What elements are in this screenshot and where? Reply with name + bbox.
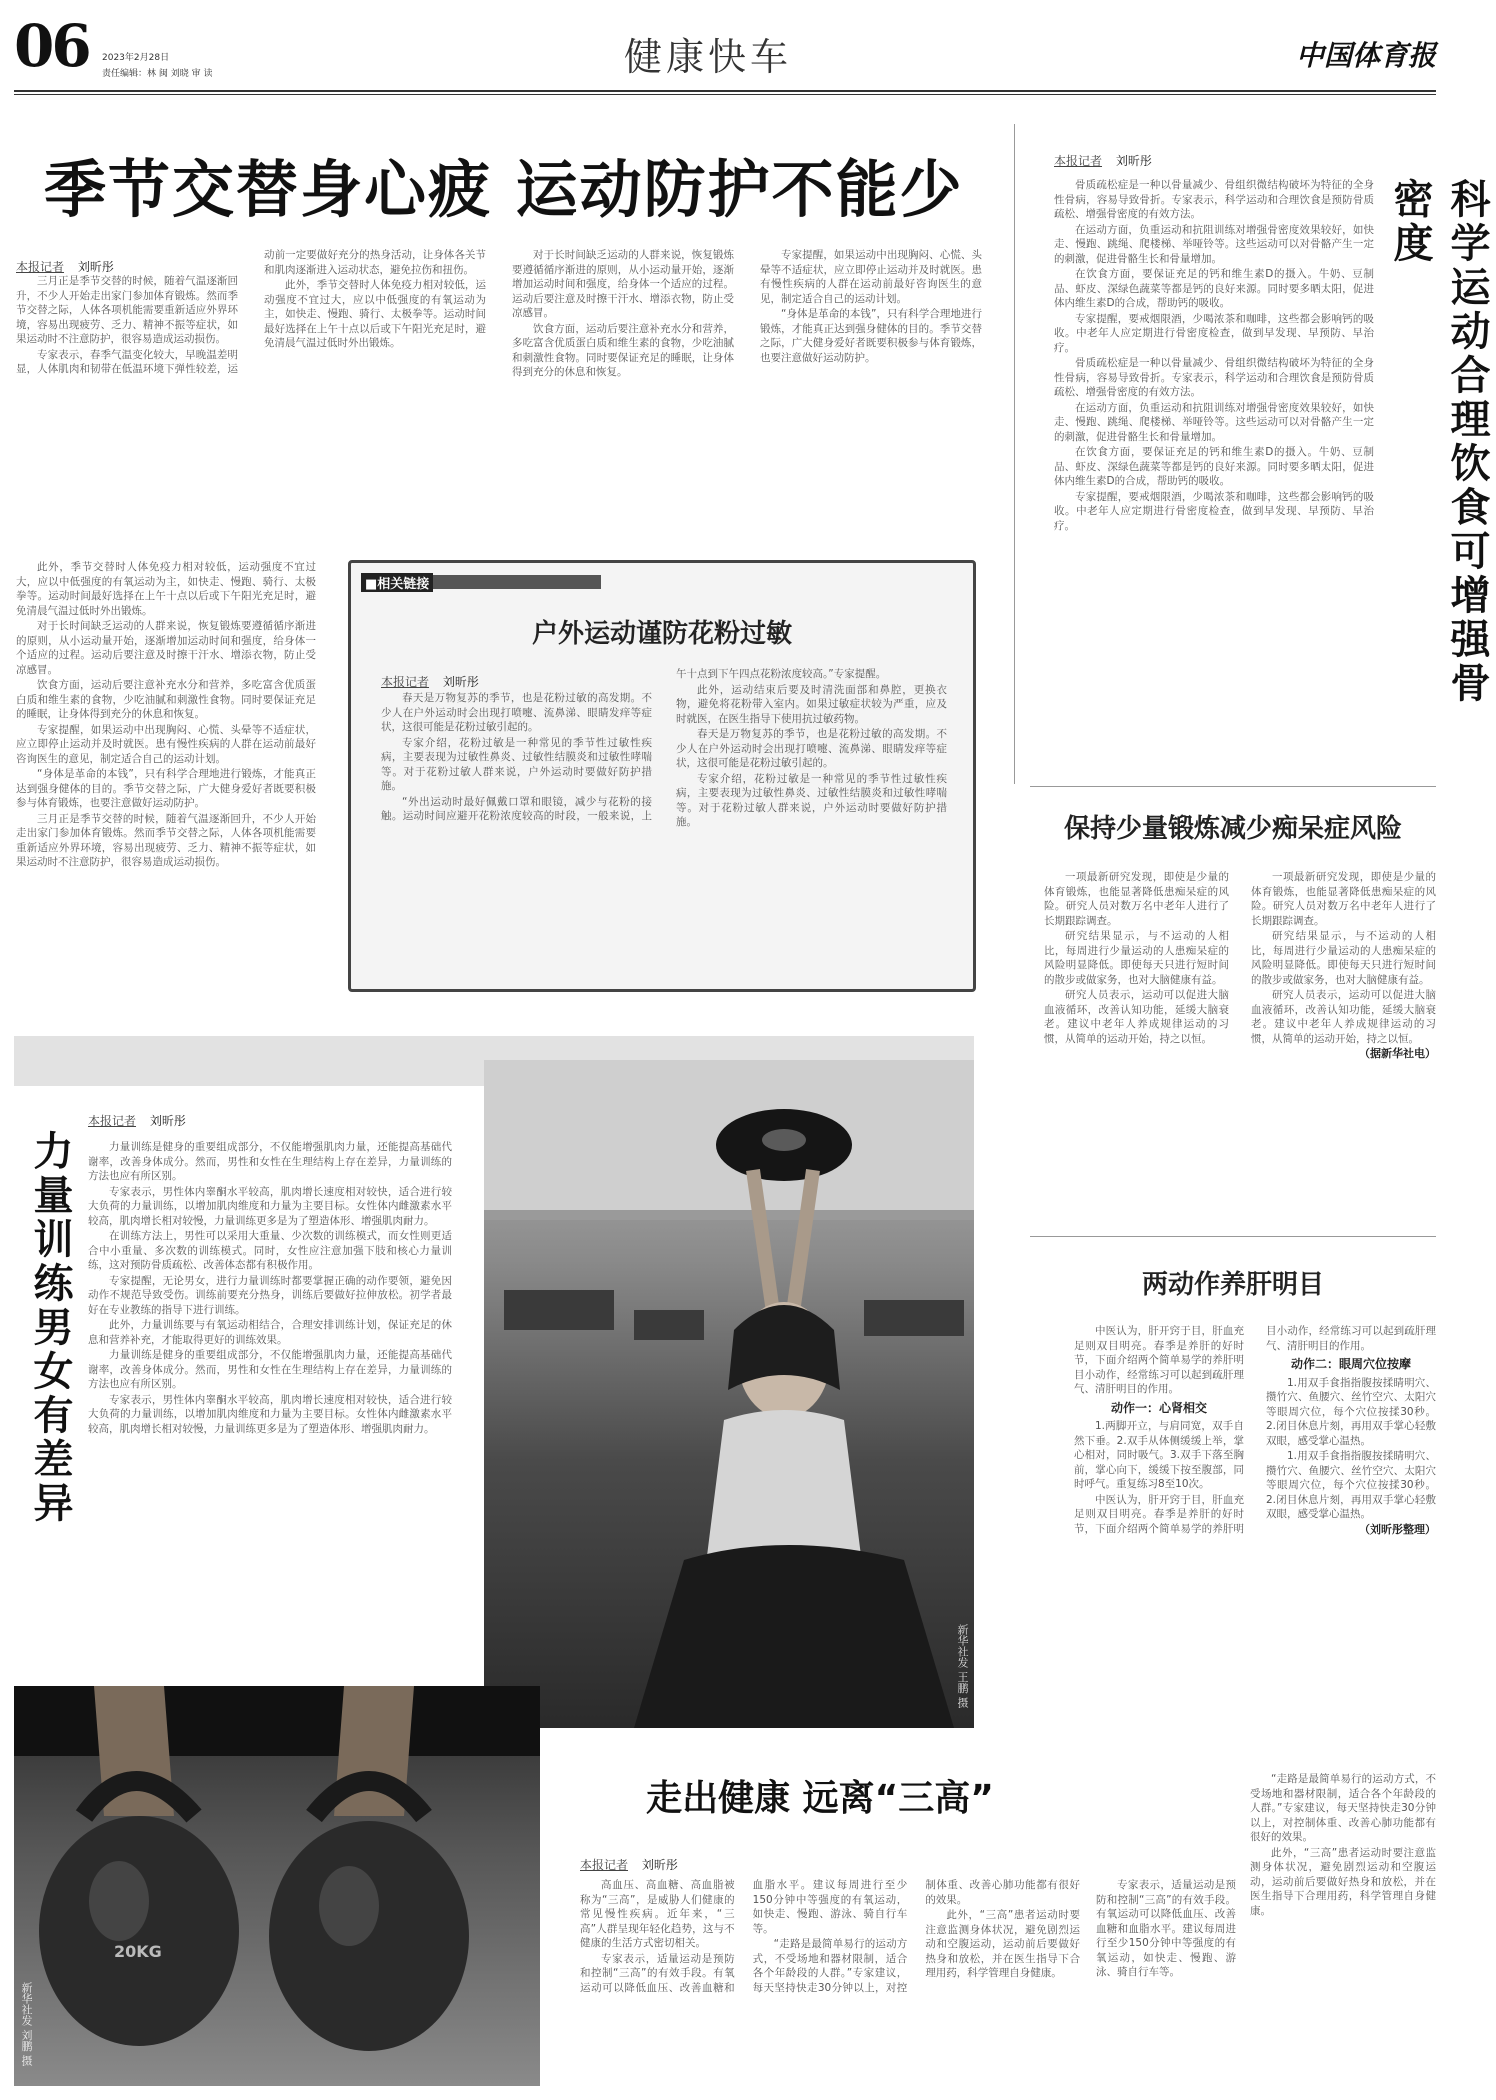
bone-paragraph: 在饮食方面，要保证充足的钙和维生素D的摄入。牛奶、豆制品、虾皮、深绿色蔬菜等都是钙的良好来源。同时要多晒太阳，促进体内维生素D的合成，帮助钙的吸收。 [1054, 268, 1374, 309]
dementia-paragraph: 研究结果显示，与不运动的人相比，每周进行少量运动的人患痴呆症的风险明显降低。即使每天只进行短时间的散步或做家务，也对大脑健康有益。 [1044, 930, 1229, 986]
lead-paragraph: 对于长时间缺乏运动的人群来说，恢复锻炼要遵循循序渐进的原则，从小运动量开始，逐渐增加运动时间和强度，给身体一个适应的过程。运动后要注意及时擦干汗水、增添衣物，防止受凉感冒。 [16, 620, 316, 676]
three-highs-paragraph: “走路是最简单易行的运动方式，不受场地和器材限制，适合各个年龄段的人群。”专家建议，每天坚持快走30分钟以上，对控制体重、改善心肺功能都有很好的效果。 [752, 1879, 1080, 1994]
byline-label: 本报记者 [381, 675, 430, 689]
three-highs-body-mid [1096, 1878, 1236, 2078]
lead-paragraph: 此外，季节交替时人体免疫力相对较低，运动强度不宜过大，应以中低强度的有氧运动为主，如快走、慢跑、骑行、太极拳等。运动时间最好选择在上午十点以后或下午阳光充足时，避免清晨气温过低时外出锻炼。 [264, 279, 486, 349]
three-highs-body [580, 1878, 1080, 2078]
lead-paragraph: 专家表示，春季气温变化较大，早晚温差明显，人体肌肉和韧带在低温环境下弹性较差，运动前一定要做好充分的热身活动，让身体各关节和肌肉逐渐进入运动状态，避免拉伤和扭伤。 [16, 249, 486, 375]
three-highs-paragraph: 专家表示，适量运动是预防和控制“三高”的有效手段。有氧运动可以降低血压、改善血糖和血脂水平。建议每周进行至少150分钟中等强度的有氧运动，如快走、慢跑、游泳、骑自行车等。 [580, 1879, 908, 1994]
liver-action1-text: 1.两脚开立，与肩同宽，双手自然下垂。2.双手从体侧缓缓上举，掌心相对，同时吸气。3.双手下落至胸前，掌心向下，缓缓下按至腹部，同时呼气。重复练习8至10次。 [1074, 1420, 1244, 1490]
masthead-rule-thin [14, 94, 1436, 95]
strength-byline [88, 1112, 186, 1129]
strength-paragraph: 专家提醒，无论男女，进行力量训练时都要掌握正确的动作要领，避免因动作不规范导致受伤。训练前要充分热身，训练后要做好拉伸放松。初学者最好在专业教练的指导下进行训练。 [88, 1274, 452, 1316]
bone-paragraph: 骨质疏松症是一种以骨量减少、骨组织微结构破坏为特征的全身性骨病，容易导致骨折。专家表示，科学运动和合理饮食是预防骨质疏松、增强骨密度的有效方法。 [1054, 179, 1374, 220]
strength-body [88, 1140, 452, 1670]
lead-paragraph: 饮食方面，运动后要注意补充水分和营养，多吃富含优质蛋白质和维生素的食物，少吃油腻和刺激性食物。同时要保证充足的睡眠，让身体得到充分的休息和恢复。 [16, 679, 316, 720]
lead-body-continued [16, 560, 316, 996]
lead-paragraph: “身体是革命的本钱”，只有科学合理地进行锻炼，才能真正达到强身健体的目的。季节交替之际，广大健身爱好者既要积极参与体育锻炼，也要注意做好运动防护。 [16, 768, 316, 809]
byline-name: 刘昕彤 [442, 675, 479, 689]
liver-rule [1030, 1236, 1436, 1237]
gym-photo [484, 1060, 974, 1728]
three-highs-title: 走出健康 远离“三高” [646, 1778, 994, 1819]
byline-label: 本报记者 [88, 1114, 137, 1128]
three-highs-paragraph: 高血压、高血糖、高血脂被称为“三高”，是威胁人们健康的常见慢性疾病。近年来，“三高”人群呈现年轻化趋势，这与不健康的生活方式密切相关。 [580, 1879, 735, 1949]
sidebar-paragraph: 春天是万物复苏的季节，也是花粉过敏的高发期。不少人在户外运动时会出现打喷嚏、流鼻涕、眼睛发痒等症状，这很可能是花粉过敏引起的。 [381, 692, 652, 733]
liver-intro: 中医认为，肝开窍于目，肝血充足则双目明亮。春季是养肝的好时节，下面介绍两个简单易学的养肝明目小动作，经常练习可以起到疏肝理气、清肝明目的作用。 [1074, 1325, 1244, 1395]
kettlebell-label: 20KG [114, 1942, 162, 1961]
strength-paragraph: 在训练方法上，男性可以采用大重量、少次数的训练模式，而女性则更适合中小重量、多次数的训练模式。同时，女性应注意加强下肢和核心力量训练，这对预防骨质疏松、改善体态都有积极作用。 [88, 1230, 452, 1271]
liver-action2-text: 1.用双手食指指腹按揉睛明穴、攒竹穴、鱼腰穴、丝竹空穴、太阳穴等眼周穴位，每个穴位按揉30秒。2.闭目休息片刻，再用双手掌心轻敷双眼，感受掌心温热。 [1266, 1376, 1436, 1447]
gym-photo-art [484, 1060, 974, 1728]
byline-spacer [381, 667, 652, 691]
three-highs-paragraph: 专家表示，适量运动是预防和控制“三高”的有效手段。有氧运动可以降低血压、改善血糖和血脂水平。建议每周进行至少150分钟中等强度的有氧运动，如快走、慢跑、游泳、骑自行车等。 [1096, 1879, 1236, 1978]
sidebar-paragraph: 春天是万物复苏的季节，也是花粉过敏的高发期。不少人在户外运动时会出现打喷嚏、流鼻涕、眼睛发痒等症状，这很可能是花粉过敏引起的。 [676, 728, 947, 769]
dementia-title: 保持少量锻炼减少痴呆症风险 [1063, 814, 1402, 844]
bone-byline [1054, 152, 1152, 169]
byline-name: 刘昕彤 [1115, 154, 1152, 168]
sidebar-paragraph: 专家介绍，花粉过敏是一种常见的季节性过敏性疾病，主要表现为过敏性鼻炎、过敏性结膜炎和过敏性哮喘等。对于花粉过敏人群来说，户外运动时要做好防护措施。 [381, 736, 652, 792]
lead-paragraph: “身体是革命的本钱”，只有科学合理地进行锻炼，才能真正达到强身健体的目的。季节交替之际，广大健身爱好者既要积极参与体育锻炼，也要注意做好运动防护。 [760, 308, 982, 364]
dementia-source: （据新华社电） [1359, 1047, 1436, 1060]
byline-label: 本报记者 [1054, 154, 1103, 168]
bone-paragraph: 在运动方面，负重运动和抗阻训练对增强骨密度效果较好，如快走、慢跑、跳绳、爬楼梯、举哑铃等。这些运动可以对骨骼产生一定的刺激，促进骨骼生长和骨量增加。 [1054, 223, 1374, 265]
page-number: 06 [14, 12, 89, 80]
bone-paragraph: 专家提醒，要戒烟限酒，少喝浓茶和咖啡，这些都会影响钙的吸收。中老年人应定期进行骨密度检查，做到早发现、早预防、早治疗。 [1054, 312, 1374, 354]
dementia-paragraph: 一项最新研究发现，即使是少量的体育锻炼，也能显著降低患痴呆症的风险。研究人员对数万名中老年人进行了长期跟踪调查。 [1044, 871, 1229, 927]
dementia-paragraph: 研究人员表示，运动可以促进大脑血液循环，改善认知功能，延缓大脑衰老。建议中老年人养成规律运动的习惯，从简单的运动开始，持之以恒。 [1044, 989, 1229, 1045]
sidebar-tag [361, 573, 433, 592]
paper-name: 中国体育报 [1295, 39, 1436, 72]
lead-paragraph: 专家提醒，如果运动中出现胸闷、心慌、头晕等不适症状，应立即停止运动并及时就医。患有慢性疾病的人群在运动前最好咨询医生的意见，制定适合自己的运动计划。 [760, 249, 982, 305]
strength-title: 力量训练男女有差异 [27, 1130, 74, 1526]
strength-paragraph: 此外，力量训练要与有氧运动相结合，合理安排训练计划，保证充足的休息和营养补充，才能取得更好的训练效果。 [88, 1319, 452, 1346]
dementia-paragraph: 研究结果显示，与不运动的人相比，每周进行少量运动的人患痴呆症的风险明显降低。即使每天只进行短时间的散步或做家务，也对大脑健康有益。 [1251, 930, 1436, 986]
liver-body [1074, 1324, 1436, 1744]
bone-paragraph: 在运动方面，负重运动和抗阻训练对增强骨密度效果较好，如快走、慢跑、跳绳、爬楼梯、举哑铃等。这些运动可以对骨骼产生一定的刺激，促进骨骼生长和骨量增加。 [1054, 401, 1374, 443]
bone-paragraph: 骨质疏松症是一种以骨量减少、骨组织微结构破坏为特征的全身性骨病，容易导致骨折。专家表示，科学运动和合理饮食是预防骨质疏松、增强骨密度的有效方法。 [1054, 357, 1374, 398]
strength-paragraph: 专家表示，男性体内睾酮水平较高，肌肉增长速度相对较快，适合进行较大负荷的力量训练，以增加肌肉维度和力量为主要目标。女性体内雌激素水平较高，肌肉增长相对较慢，力量训练更多是为了塑造体形、增强肌肉耐力。 [88, 1393, 452, 1435]
liver-action1-heading: 动作一：心肾相交 [1110, 1400, 1207, 1415]
strength-paragraph: 专家表示，男性体内睾酮水平较高，肌肉增长速度相对较快，适合进行较大负荷的力量训练，以增加肌肉维度和力量为主要目标。女性体内雌激素水平较高，肌肉增长相对较慢，力量训练更多是为了塑造体形、增强肌肉耐力。 [88, 1185, 452, 1227]
liver-action2-text: 1.用双手食指指腹按揉睛明穴、攒竹穴、鱼腰穴、丝竹空穴、太阳穴等眼周穴位，每个穴位按揉30秒。2.闭目休息片刻，再用双手掌心轻敷双眼，感受掌心温热。 [1266, 1450, 1436, 1520]
dementia-paragraph: 一项最新研究发现，即使是少量的体育锻炼，也能显著降低患痴呆症的风险。研究人员对数万名中老年人进行了长期跟踪调查。 [1251, 871, 1436, 927]
three-highs-paragraph: 此外，“三高”患者运动时要注意监测身体状况，避免剧烈运动和空腹运动，运动前后要做好热身和放松，并在医生指导下合理用药，科学管理自身健康。 [1250, 1846, 1436, 1917]
column-divider [1014, 124, 1015, 784]
byline-name: 刘昕彤 [77, 260, 114, 274]
gym-photo-credit: 新华社发 王鹏 摄 [956, 1624, 969, 1708]
byline-label: 本报记者 [580, 1858, 629, 1872]
dementia-rule [1030, 786, 1436, 787]
lead-paragraph: 专家提醒，如果运动中出现胸闷、心慌、头晕等不适症状，应立即停止运动并及时就医。患有慢性疾病的人群在运动前最好咨询医生的意见，制定适合自己的运动计划。 [16, 723, 316, 765]
sidebar-paragraph: 专家介绍，花粉过敏是一种常见的季节性过敏性疾病，主要表现为过敏性鼻炎、过敏性结膜炎和过敏性哮喘等。对于花粉过敏人群来说，户外运动时要做好防护措施。 [676, 772, 947, 828]
strength-paragraph: 力量训练是健身的重要组成部分，不仅能增强肌肉力量，还能提高基础代谢率，改善身体成分。然而，男性和女性在生理结构上存在差异，力量训练的方法也应有所区别。 [88, 1141, 452, 1182]
three-highs-byline [580, 1856, 678, 1873]
byline-name: 刘昕彤 [641, 1858, 678, 1872]
sidebar-tag-text: 相关链接 [377, 577, 430, 592]
liver-source: （刘昕彤整理） [1359, 1522, 1436, 1536]
sidebar-paragraph: “外出运动时最好佩戴口罩和眼镜，减少与花粉的接触。运动时间应避开花粉浓度较高的时段，一般来说，上午十点到下午四点花粉浓度较高。”专家提醒。 [381, 668, 887, 822]
lead-paragraph: 对于长时间缺乏运动的人群来说，恢复锻炼要遵循循序渐进的原则，从小运动量开始，逐渐增加运动时间和强度，给身体一个适应的过程。运动后要注意及时擦干汗水、增添衣物，防止受凉感冒。 [512, 249, 734, 319]
kettlebell-photo-art [14, 1686, 540, 2086]
section-title: 健康快车 [624, 35, 793, 79]
bone-title: 科学运动合理饮食可增强骨密度 [1387, 178, 1491, 706]
bone-paragraph: 在饮食方面，要保证充足的钙和维生素D的摄入。牛奶、豆制品、虾皮、深绿色蔬菜等都是钙的良好来源。同时要多晒太阳，促进体内维生素D的合成，帮助钙的吸收。 [1054, 446, 1374, 487]
masthead [14, 12, 1436, 90]
dementia-paragraph: 研究人员表示，运动可以促进大脑血液循环，改善认知功能，延缓大脑衰老。建议中老年人养成规律运动的习惯，从简单的运动开始，持之以恒。 [1251, 989, 1436, 1045]
sidebar-body [381, 667, 947, 977]
lead-headline: 季节交替身心疲 运动防护不能少 [44, 153, 964, 226]
lead-paragraph: 三月正是季节交替的时候，随着气温逐渐回升，不少人开始走出家门参加体育锻炼。然而季节交替之际，人体各项机能需要重新适应外界环境，容易出现疲劳、乏力、精神不振等症状，如果运动时不注意防护，很容易造成运动损伤。 [16, 275, 238, 345]
lead-paragraph: 此外，季节交替时人体免疫力相对较低，运动强度不宜过大，应以中低强度的有氧运动为主，如快走、慢跑、骑行、太极拳等。运动时间最好选择在上午十点以后或下午阳光充足时，避免清晨气温过低时外出锻炼。 [16, 561, 316, 617]
byline-name: 刘昕彤 [149, 1114, 186, 1128]
liver-intro: 中医认为，肝开窍于目，肝血充足则双目明亮。春季是养肝的好时节，下面介绍两个简单易学的养肝明目小动作，经常练习可以起到疏肝理气、清肝明目的作用。 [1074, 1325, 1436, 1535]
lead-paragraph: 三月正是季节交替的时候，随着气温逐渐回升，不少人开始走出家门参加体育锻炼。然而季节交替之际，人体各项机能需要重新适应外界环境，容易出现疲劳、乏力、精神不振等症状，如果运动时不注意防护，很容易造成运动损伤。 [16, 812, 316, 868]
three-highs-paragraph: “走路是最简单易行的运动方式，不受场地和器材限制，适合各个年龄段的人群。”专家建议，每天坚持快走30分钟以上，对控制体重、改善心肺功能都有很好的效果。 [1250, 1773, 1436, 1843]
three-highs-body-continued [1250, 1772, 1436, 2078]
sidebar-box [348, 560, 976, 992]
bone-body [1054, 178, 1374, 766]
sidebar-title: 户外运动谨防花粉过敏 [531, 619, 792, 649]
masthead-rule [14, 90, 1436, 92]
lead-paragraph: 饮食方面，运动后要注意补充水分和营养，多吃富含优质蛋白质和维生素的食物，少吃油腻和刺激性食物。同时要保证充足的睡眠，让身体得到充分的休息和恢复。 [512, 322, 734, 378]
sidebar-paragraph: 此外，运动结束后要及时清洗面部和鼻腔，更换衣物，避免将花粉带入室内。如果过敏症状较为严重，应及时就医，在医生指导下使用抗过敏药物。 [676, 683, 947, 725]
byline-spacer [16, 248, 238, 274]
kettlebell-photo-credit: 新华社发 刘鹏 摄 [20, 1982, 33, 2066]
byline-label: 本报记者 [16, 260, 65, 274]
liver-title: 两动作养肝明目 [1141, 1270, 1324, 1300]
bone-paragraph: 专家提醒，要戒烟限酒，少喝浓茶和咖啡，这些都会影响钙的吸收。中老年人应定期进行骨密度检查，做到早发现、早预防、早治疗。 [1054, 490, 1374, 532]
edition-line: 责任编辑：林 闽 刘晓 审 读 [102, 69, 213, 79]
three-highs-paragraph: 此外，“三高”患者运动时要注意监测身体状况，避免剧烈运动和空腹运动，运动前后要做好热身和放松，并在医生指导下合理用药，科学管理自身健康。 [925, 1909, 1080, 1979]
strength-paragraph: 力量训练是健身的重要组成部分，不仅能增强肌肉力量，还能提高基础代谢率，改善身体成分。然而，男性和女性在生理结构上存在差异，力量训练的方法也应有所区别。 [88, 1349, 452, 1390]
date-line: 2023年2月28日 [102, 53, 170, 63]
square-icon: ■ [365, 577, 378, 592]
kettlebell-photo [14, 1686, 540, 2086]
liver-action2-heading: 动作二：眼周穴位按摩 [1290, 1357, 1411, 1371]
lead-columns [16, 248, 982, 552]
dementia-body [1044, 870, 1436, 1220]
